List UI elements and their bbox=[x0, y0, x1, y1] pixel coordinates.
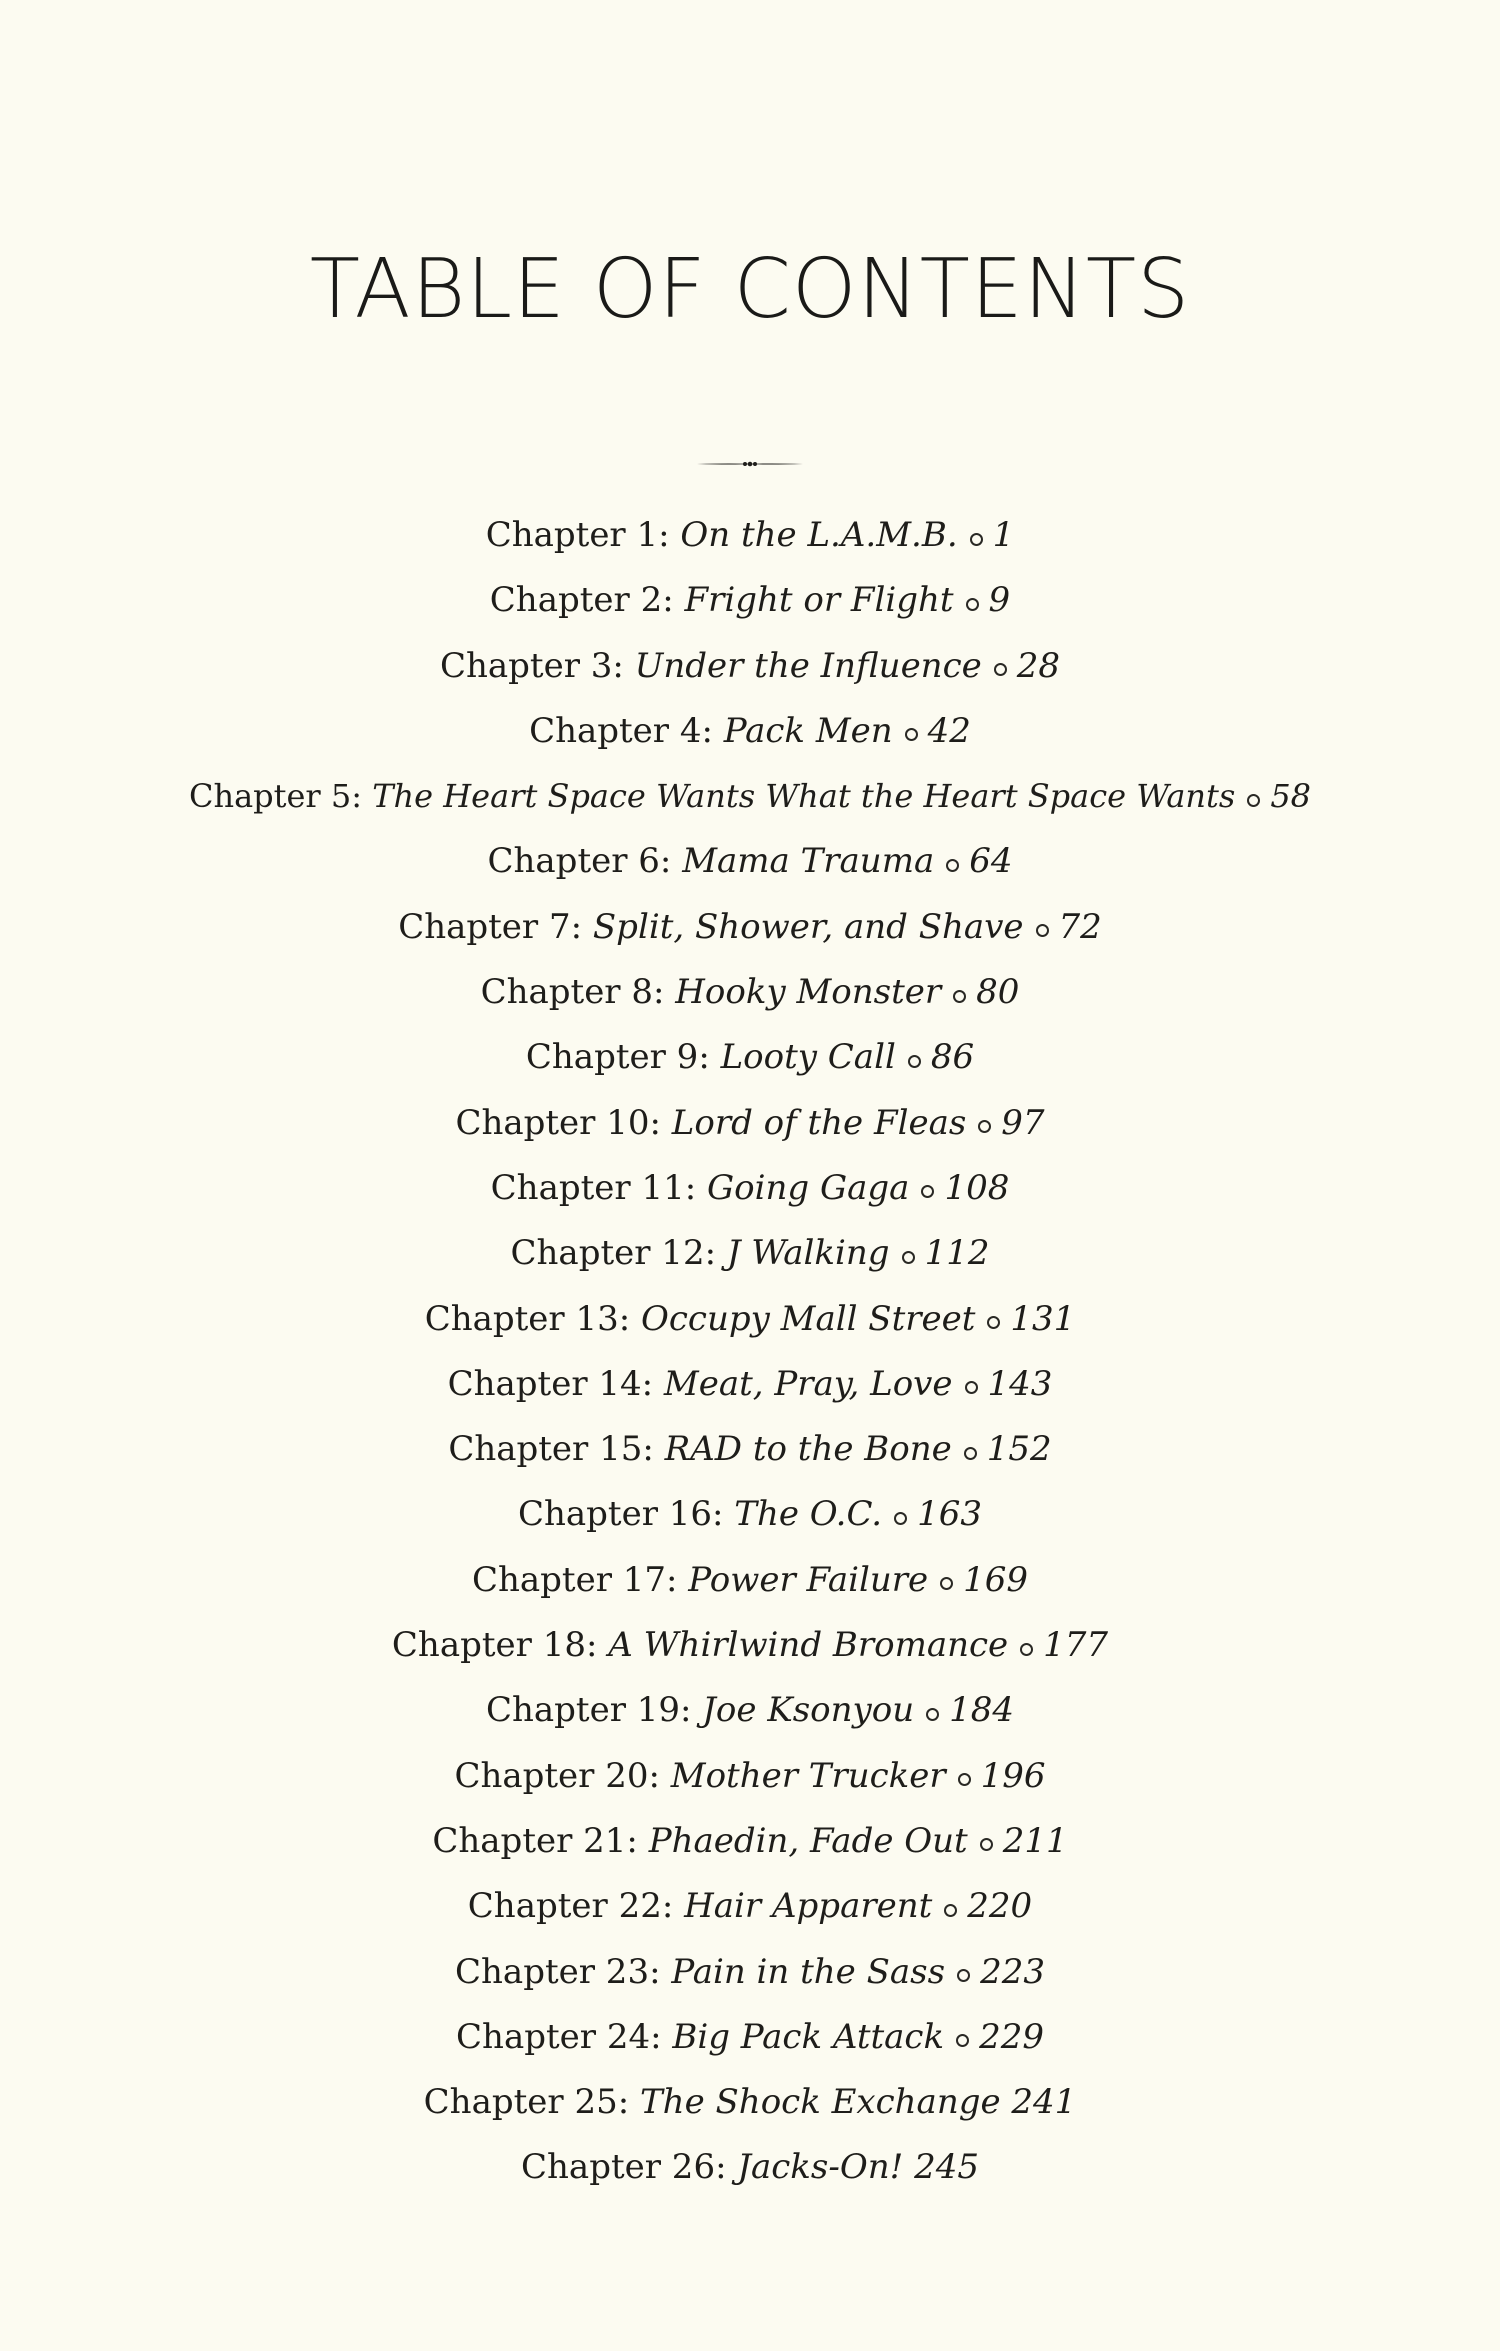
chapter-label: Chapter 9: bbox=[525, 1037, 710, 1078]
chapter-label: Chapter 18: bbox=[391, 1625, 598, 1666]
page-number: 220 bbox=[967, 1886, 1033, 1927]
page-number: 163 bbox=[917, 1494, 983, 1535]
page-number: 196 bbox=[980, 1755, 1046, 1796]
chapter-title: J Walking bbox=[726, 1233, 890, 1274]
open-circle-icon bbox=[958, 1773, 971, 1786]
chapter-title: Under the Influence bbox=[634, 645, 982, 686]
page-number: 28 bbox=[1016, 645, 1061, 686]
page-number: 241 bbox=[1011, 2082, 1077, 2123]
open-circle-icon bbox=[957, 1969, 970, 1982]
page-number: 177 bbox=[1043, 1625, 1109, 1666]
toc-entry bbox=[0, 1221, 1500, 1286]
page-number: 152 bbox=[986, 1429, 1052, 1470]
page-number: 245 bbox=[914, 2147, 979, 2188]
page-number: 86 bbox=[930, 1037, 975, 1078]
toc-entry bbox=[0, 1156, 1500, 1221]
open-circle-icon bbox=[1020, 1643, 1033, 1656]
open-circle-icon bbox=[965, 1381, 978, 1394]
toc-entry bbox=[0, 699, 1500, 764]
toc-list bbox=[0, 503, 1500, 2201]
chapter-title: Fright or Flight bbox=[684, 580, 954, 621]
open-circle-icon bbox=[926, 1708, 939, 1721]
chapter-label: Chapter 3: bbox=[439, 645, 624, 686]
open-circle-icon bbox=[1036, 924, 1049, 937]
open-circle-icon bbox=[894, 1512, 907, 1525]
chapter-title: Hooky Monster bbox=[675, 972, 942, 1013]
chapter-title: On the L.A.M.B. bbox=[680, 515, 958, 555]
page-number: 64 bbox=[969, 841, 1013, 882]
chapter-label: Chapter 13: bbox=[424, 1298, 631, 1339]
chapter-title: Joe Ksonyou bbox=[702, 1690, 915, 1731]
page-number: 97 bbox=[1001, 1102, 1045, 1143]
toc-entry bbox=[0, 1548, 1500, 1613]
page-number: 58 bbox=[1270, 777, 1312, 816]
toc-entry bbox=[0, 1091, 1500, 1156]
toc-entry bbox=[0, 895, 1500, 960]
chapter-title: Split, Shower, and Shave bbox=[592, 906, 1024, 947]
open-circle-icon bbox=[946, 859, 959, 872]
open-circle-icon bbox=[994, 663, 1007, 676]
toc-entry bbox=[0, 568, 1500, 633]
chapter-label: Chapter 15: bbox=[448, 1429, 654, 1470]
open-circle-icon bbox=[921, 1185, 934, 1198]
chapter-title: Hair Apparent bbox=[684, 1886, 933, 1927]
open-circle-icon bbox=[987, 1316, 1000, 1329]
page-number: 108 bbox=[944, 1167, 1010, 1208]
chapter-label: Chapter 19: bbox=[485, 1690, 692, 1731]
toc-entry bbox=[0, 1613, 1500, 1678]
toc-entry bbox=[0, 1940, 1500, 2005]
chapter-title: Mama Trauma bbox=[682, 841, 935, 882]
chapter-label: Chapter 11: bbox=[490, 1167, 697, 1208]
chapter-title: Occupy Mall Street bbox=[641, 1298, 976, 1339]
page-number: 131 bbox=[1010, 1298, 1076, 1339]
chapter-label: Chapter 21: bbox=[432, 1820, 638, 1861]
toc-entry bbox=[0, 960, 1500, 1025]
page-number: 211 bbox=[1002, 1820, 1068, 1861]
rule-ornament-graphic bbox=[695, 457, 805, 471]
chapter-title: Pack Men bbox=[723, 710, 893, 751]
chapter-label: Chapter 2: bbox=[489, 580, 674, 621]
toc-entry bbox=[0, 829, 1500, 894]
toc-entry bbox=[0, 1809, 1500, 1874]
open-circle-icon bbox=[944, 1904, 957, 1917]
open-circle-icon bbox=[978, 1120, 991, 1133]
toc-entry bbox=[0, 1874, 1500, 1939]
chapter-title: Meat, Pray, Love bbox=[663, 1363, 953, 1404]
chapter-label: Chapter 1: bbox=[485, 515, 670, 555]
chapter-title: Mother Trucker bbox=[670, 1755, 946, 1796]
toc-entry bbox=[0, 1287, 1500, 1352]
chapter-label: Chapter 8: bbox=[480, 972, 665, 1013]
toc-entry bbox=[0, 1025, 1500, 1090]
open-circle-icon bbox=[980, 1838, 993, 1851]
chapter-label: Chapter 5: bbox=[188, 777, 363, 816]
page-number: 223 bbox=[980, 1951, 1045, 1992]
chapter-title: Lord of the Fleas bbox=[671, 1102, 967, 1143]
toc-entry bbox=[0, 503, 1500, 568]
chapter-label: Chapter 10: bbox=[455, 1102, 661, 1143]
chapter-label: Chapter 7: bbox=[398, 906, 583, 947]
page-number: 184 bbox=[949, 1690, 1015, 1731]
open-circle-icon bbox=[905, 728, 918, 741]
toc-entry bbox=[0, 2135, 1500, 2200]
open-circle-icon bbox=[1247, 794, 1260, 807]
chapter-title: Going Gaga bbox=[706, 1167, 910, 1208]
page-number: 112 bbox=[924, 1233, 990, 1274]
toc-entry bbox=[0, 1352, 1500, 1417]
chapter-label: Chapter 17: bbox=[471, 1559, 678, 1600]
chapter-title: The Heart Space Wants What the Heart Space Wants bbox=[372, 777, 1236, 816]
chapter-title: Jacks-On! bbox=[737, 2147, 904, 2188]
chapter-title: Pain in the Sass bbox=[671, 1951, 946, 1992]
rule-ornament-icon bbox=[0, 456, 1500, 472]
chapter-label: Chapter 14: bbox=[447, 1363, 654, 1404]
page-number: 72 bbox=[1058, 906, 1102, 947]
open-circle-icon bbox=[964, 1447, 977, 1460]
open-circle-icon bbox=[902, 1251, 915, 1264]
page-title: TABLE OF CONTENTS bbox=[309, 242, 1191, 337]
chapter-label: Chapter 4: bbox=[529, 710, 713, 751]
toc-entry bbox=[0, 764, 1500, 829]
open-circle-icon bbox=[966, 598, 979, 611]
page-number: 143 bbox=[987, 1363, 1053, 1404]
open-circle-icon bbox=[956, 2034, 969, 2047]
chapter-title: Big Pack Attack bbox=[672, 2016, 945, 2057]
chapter-label: Chapter 24: bbox=[456, 2016, 662, 2057]
page-number: 169 bbox=[963, 1559, 1029, 1600]
toc-entry bbox=[0, 1678, 1500, 1743]
toc-entry bbox=[0, 2005, 1500, 2070]
toc-entry bbox=[0, 1744, 1500, 1809]
open-circle-icon bbox=[970, 533, 983, 546]
chapter-title: The Shock Exchange bbox=[640, 2082, 1001, 2123]
chapter-label: Chapter 22: bbox=[467, 1886, 674, 1927]
open-circle-icon bbox=[953, 990, 966, 1003]
page-number: 9 bbox=[988, 580, 1011, 621]
page-number: 80 bbox=[976, 972, 1020, 1013]
chapter-label: Chapter 16: bbox=[517, 1494, 724, 1535]
chapter-title: RAD to the Bone bbox=[664, 1429, 952, 1470]
toc-entry bbox=[0, 2070, 1500, 2135]
page-number: 1 bbox=[992, 515, 1015, 555]
page-number: 42 bbox=[927, 710, 971, 751]
chapter-label: Chapter 26: bbox=[521, 2147, 727, 2188]
toc-entry bbox=[0, 1482, 1500, 1547]
chapter-title: Looty Call bbox=[720, 1037, 896, 1078]
toc-entry bbox=[0, 1417, 1500, 1482]
chapter-label: Chapter 25: bbox=[423, 2082, 630, 2123]
chapter-label: Chapter 23: bbox=[455, 1951, 661, 1992]
chapter-title: Power Failure bbox=[688, 1559, 929, 1600]
page-number: 229 bbox=[979, 2016, 1044, 2057]
open-circle-icon bbox=[940, 1577, 953, 1590]
chapter-title: The O.C. bbox=[734, 1494, 883, 1535]
chapter-label: Chapter 12: bbox=[510, 1233, 717, 1274]
chapter-label: Chapter 20: bbox=[454, 1755, 660, 1796]
open-circle-icon bbox=[908, 1055, 921, 1068]
chapter-title: A Whirlwind Bromance bbox=[608, 1625, 1009, 1666]
toc-entry bbox=[0, 634, 1500, 699]
chapter-title: Phaedin, Fade Out bbox=[648, 1820, 968, 1861]
chapter-label: Chapter 6: bbox=[487, 841, 672, 882]
